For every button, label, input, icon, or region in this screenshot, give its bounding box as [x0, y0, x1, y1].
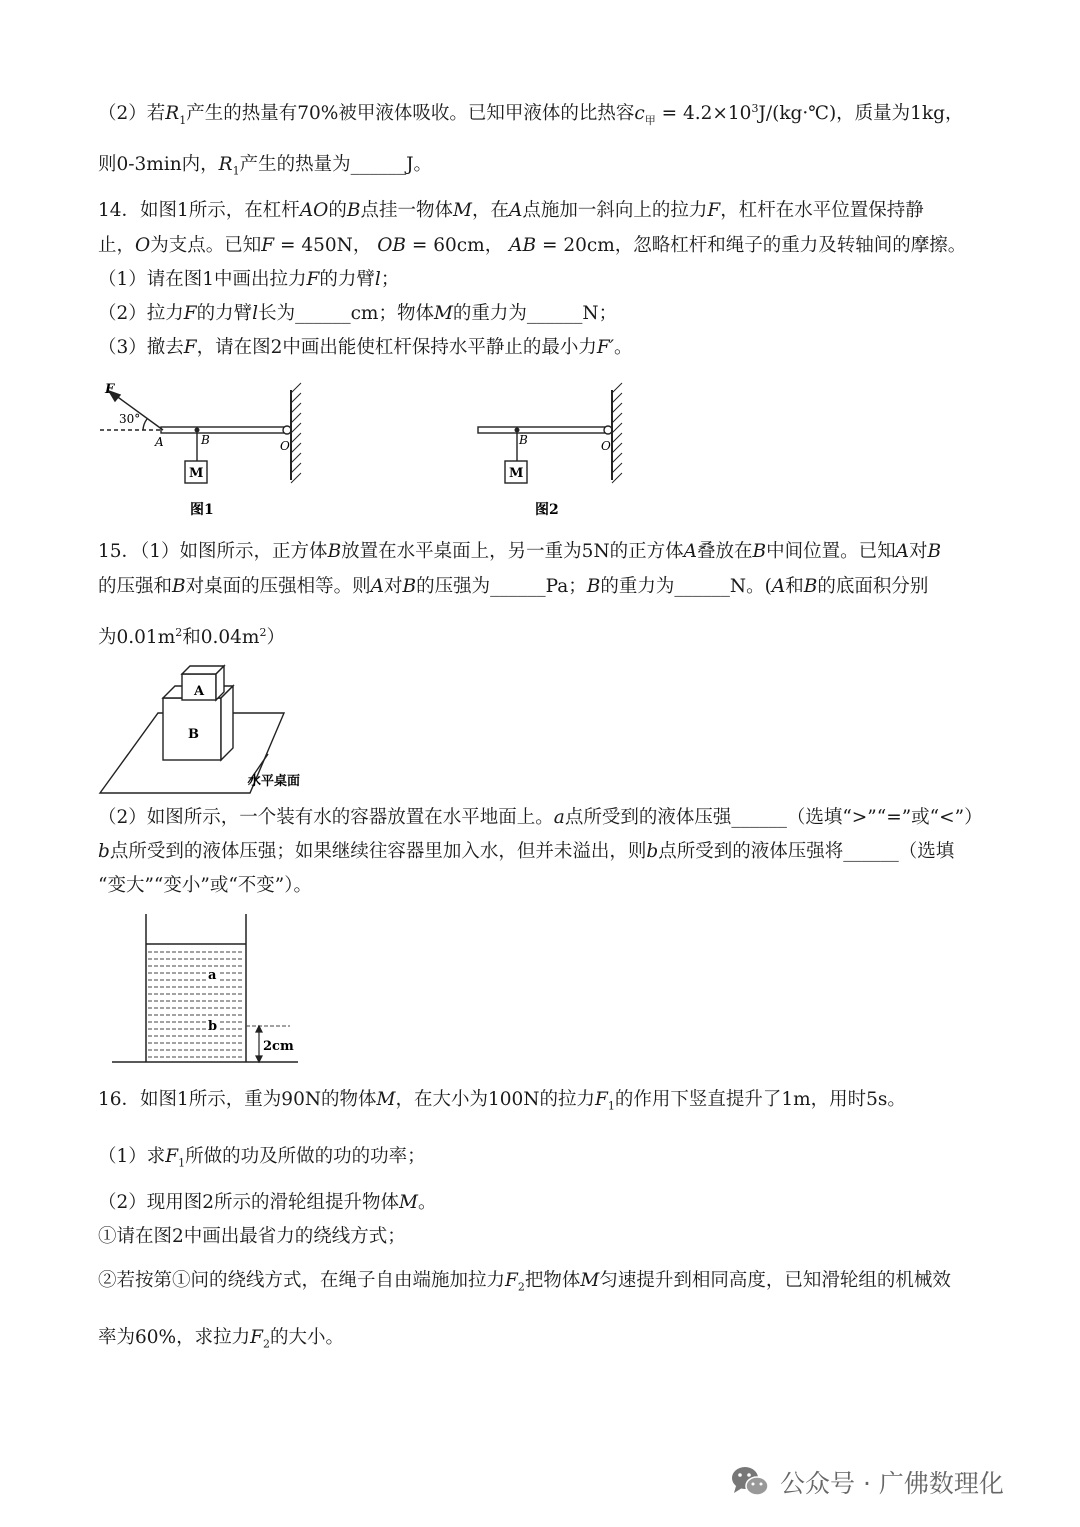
label-angle: 30°	[119, 412, 141, 426]
lever-figure-1	[95, 375, 325, 525]
q14-sub3: （3）撤去F，请在图2中画出能使杠杆保持水平静止的最小力F′。	[98, 337, 633, 358]
figure-caption: 图1	[190, 502, 214, 518]
label-cube-A: A	[194, 684, 205, 699]
q15-line1: 15．（1）如图所示，正方体B放置在水平桌面上，另一重为5N的正方体A叠放在B中间位置。已知A对B	[98, 541, 942, 562]
label-table: 水平桌面	[248, 774, 301, 789]
wechat-icon	[730, 1464, 770, 1500]
label-point-b: b	[208, 1019, 218, 1034]
q15-part2-line3: “变大”“变小”或“不变”）。	[98, 875, 312, 896]
q16-sub2-item2-cont: 率为60%，求拉力$F_2$的大小。	[98, 1327, 344, 1351]
label-F: F	[105, 382, 115, 397]
q16-line1: 16．如图1所示，重为90N的物体M，在大小为100N的拉力$F_1$的作用下竖直提升了1m，用时5s。	[98, 1089, 906, 1113]
q13-part2-line2: 则0-3min内，$R_1$产生的热量为______J。	[98, 154, 433, 178]
lever-figure-2	[475, 375, 635, 525]
label-cube-B: B	[188, 727, 199, 742]
q15-line3: 为$0.01m^2$和$0.04m^2$）	[98, 626, 285, 649]
q14-sub1: （1）请在图1中画出拉力F的力臂l；	[98, 269, 400, 290]
q14-sub2: （2）拉力F的力臂l长为______cm；物体M的重力为______N；	[98, 303, 618, 324]
q16-sub2-item1: ①请在图2中画出最省力的绕线方式；	[98, 1226, 406, 1247]
label-B: B	[201, 433, 210, 447]
label-M: M	[189, 466, 204, 481]
label-O: O	[280, 439, 290, 453]
q13-part2-line1: （2）若$R_1$产生的热量有70%被甲液体吸收。已知甲液体的比热容$c_甲$ = $4.2\times 10^3J/(kg\cdot℃)$，质量为1kg，	[98, 102, 964, 127]
watermark	[730, 1462, 1004, 1502]
q15-part2-line2: b点所受到的液体压强；如果继续往容器里加入水，但并未溢出，则b点所受到的液体压强将______（选填	[98, 841, 955, 862]
q16-sub1: （1）求$F_1$所做的功及所做的功的功率；	[98, 1146, 426, 1170]
q16-sub2: （2）现用图2所示的滑轮组提升物体M。	[98, 1192, 437, 1213]
q16-sub2-item2: ②若按第①问的绕线方式，在绳子自由端施加拉力$F_2$把物体M匀速提升到相同高度，已知滑轮组的机械效	[98, 1270, 951, 1294]
label-point-a: a	[208, 968, 217, 983]
water-container-figure	[108, 912, 308, 1072]
cubes-on-table-figure	[98, 660, 318, 795]
label-A: A	[155, 435, 164, 449]
label-B: B	[519, 433, 528, 447]
label-M: M	[509, 466, 524, 481]
figure-caption: 图2	[535, 502, 559, 518]
label-O: O	[601, 439, 611, 453]
watermark-text: 公众号 · 广佛数理化	[780, 1469, 1004, 1498]
q14-line1: 14．如图1所示，在杠杆AO的B点挂一物体M，在A点施加一斜向上的拉力F，杠杆在水平位置保持静	[98, 200, 924, 221]
label-height: 2cm	[263, 1039, 294, 1054]
q15-part2-line1: （2）如图所示，一个装有水的容器放置在水平地面上。a点所受到的液体压强______（选填“>”“=”或“<”）	[98, 807, 983, 828]
q15-line2: 的压强和B对桌面的压强相等。则A对B的压强为______Pa；B的重力为______N。(A和B的底面积分别	[98, 576, 929, 597]
symbol-R: R	[165, 103, 180, 125]
q14-line2: 止，O为支点。已知F = 450N， OB = 60cm， AB = 20cm，忽略杠杆和绳子的重力及转轴间的摩擦。	[98, 235, 967, 256]
